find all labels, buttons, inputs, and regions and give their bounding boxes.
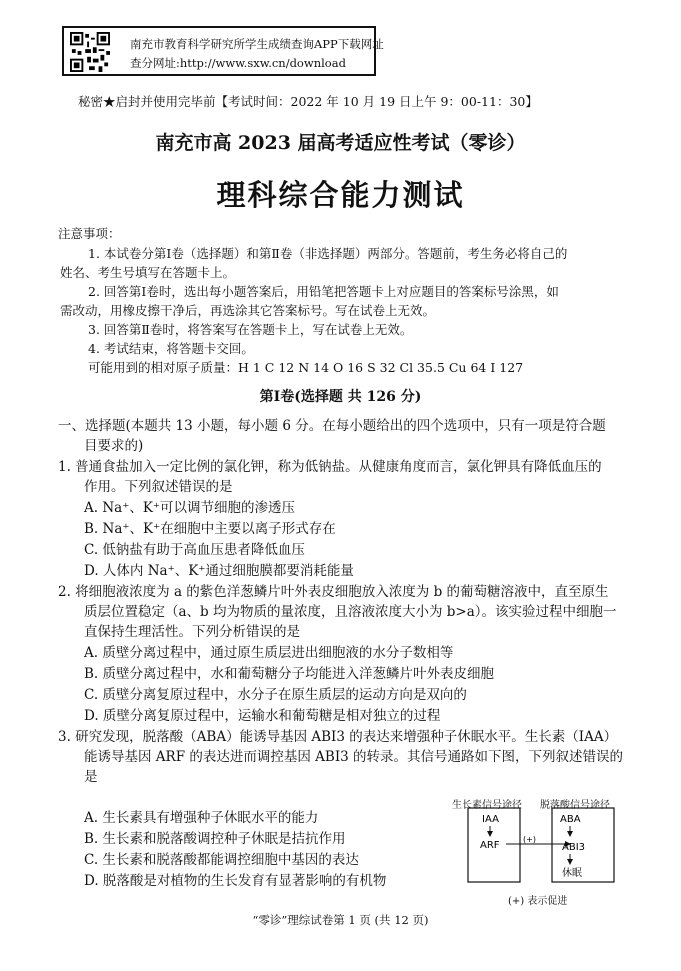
notes-heading: 注意事项： xyxy=(58,226,121,241)
iaa-label: IAA xyxy=(482,814,499,825)
q3-stem-line-3: 是 xyxy=(84,769,98,785)
signal-pathway-diagram xyxy=(460,806,620,888)
diagram-right-title: 脱落酸信号途径 xyxy=(540,800,610,811)
q3-option-a: A. 生长素具有增强种子休眠水平的能力 xyxy=(84,810,319,826)
q2-option-d: D. 质壁分离复原过程中，运输水和葡萄糖是相对独立的过程 xyxy=(84,708,441,724)
download-info-box xyxy=(62,26,384,76)
dormancy-label: 休眠 xyxy=(562,868,582,879)
diagram-left-title: 生长素信号途径 xyxy=(452,800,522,811)
q1-option-a: A. Na⁺、K⁺可以调节细胞的渗透压 xyxy=(84,500,296,516)
note-4: 4. 考试结束，将答题卡交回。 xyxy=(88,341,254,356)
note-1-line-2: 姓名、考生号填写在答题卡上。 xyxy=(60,265,236,280)
exam-title: 南充市高 2023 届高考适应性考试（零诊） xyxy=(155,132,526,154)
note-2-line-1: 2. 回答第Ⅰ卷时，选出每小题答案后，用铅笔把答题卡上对应题目的答案标号涂黑，如 xyxy=(88,284,559,299)
q2-stem-line-1: 2. 将细胞液浓度为 a 的紫色洋葱鳞片叶外表皮细胞放入浓度为 b 的葡萄糖溶液中，直至原生 xyxy=(58,584,609,600)
section-intro-line-2: 目要求的) xyxy=(84,438,144,454)
plus-label: (+) xyxy=(523,835,536,844)
q3-option-b: B. 生长素和脱落酸调控种子休眠是拮抗作用 xyxy=(84,831,346,847)
qr-code-icon xyxy=(70,32,110,72)
section-title: 第Ⅰ卷(选择题 共 126 分) xyxy=(259,389,422,405)
q3-option-d: D. 脱落酸是对植物的生长发育有显著影响的有机物 xyxy=(84,873,387,889)
diagram-legend: (+) 表示促进 xyxy=(508,896,568,907)
arf-label: ARF xyxy=(480,840,500,851)
abi3-label: ABI3 xyxy=(562,842,586,853)
page-footer: “零诊”理综试卷第 1 页 (共 12 页) xyxy=(252,913,429,927)
qr-line-2: 查分网址:http://www.sxw.cn/download xyxy=(130,56,346,70)
q3-stem-line-2: 能诱导基因 ARF 的表达进而调控基因 ABI3 的转录。其信号通路如下图，下列叙述错误的 xyxy=(84,749,624,765)
section-intro-line-1: 一、选择题(本题共 13 小题，每小题 6 分。在每小题给出的四个选项中，只有一项是符合题 xyxy=(58,418,606,434)
q1-stem-line-2: 作用。下列叙述错误的是 xyxy=(84,479,233,495)
q2-stem-line-2: 质层位置稳定（a、b 均为物质的量浓度，且溶液浓度大小为 b>a）。该实验过程中细胞一 xyxy=(84,604,617,620)
q1-option-d: D. 人体内 Na⁺、K⁺通过细胞膜都要消耗能量 xyxy=(84,563,354,579)
note-3: 3. 回答第Ⅱ卷时，将答案写在答题卡上，写在试卷上无效。 xyxy=(88,322,413,337)
aba-label: ABA xyxy=(560,814,581,825)
qr-line-1: 南充市教育科学研究所学生成绩查询APP下载网址 xyxy=(130,37,384,51)
q1-stem-line-1: 1. 普通食盐加入一定比例的氯化钾，称为低钠盐。从健康角度而言，氯化钾具有降低血压的 xyxy=(58,459,602,475)
q3-stem-line-1: 3. 研究发现，脱落酸（ABA）能诱导基因 ABI3 的表达来增强种子休眠水平。生长素（IAA） xyxy=(58,729,618,745)
exam-time-notice: 秘密★启封并使用完毕前【考试时间：2022 年 10 月 19 日上午 9：00-11：30】 xyxy=(78,94,538,109)
note-1-line-1: 1. 本试卷分第Ⅰ卷（选择题）和第Ⅱ卷（非选择题）两部分。答题前，考生务必将自己的 xyxy=(88,246,568,261)
q3-option-c: C. 生长素和脱落酸都能调控细胞中基因的表达 xyxy=(84,852,359,868)
q2-option-c: C. 质壁分离复原过程中，水分子在原生质层的运动方向是双向的 xyxy=(84,687,467,703)
q2-stem-line-3: 直保持生理活性。下列分析错误的是 xyxy=(84,624,300,640)
q2-option-b: B. 质壁分离过程中，水和葡萄糖分子均能进入洋葱鳞片叶外表皮细胞 xyxy=(84,666,495,682)
subject-title: 理科综合能力测试 xyxy=(216,178,465,212)
q1-option-b: B. Na⁺、K⁺在细胞中主要以离子形式存在 xyxy=(84,521,336,537)
q2-option-a: A. 质壁分离过程中，通过原生质层进出细胞液的水分子数相等 xyxy=(84,645,454,661)
q1-option-c: C. 低钠盐有助于高血压患者降低血压 xyxy=(84,542,305,558)
note-2-line-2: 需改动，用橡皮擦干净后，再选涂其它答案标号。写在试卷上无效。 xyxy=(60,303,436,318)
atomic-masses: 可能用到的相对原子质量：H 1 C 12 N 14 O 16 S 32 Cl 35.5 Cu 64 I 127 xyxy=(88,360,524,375)
